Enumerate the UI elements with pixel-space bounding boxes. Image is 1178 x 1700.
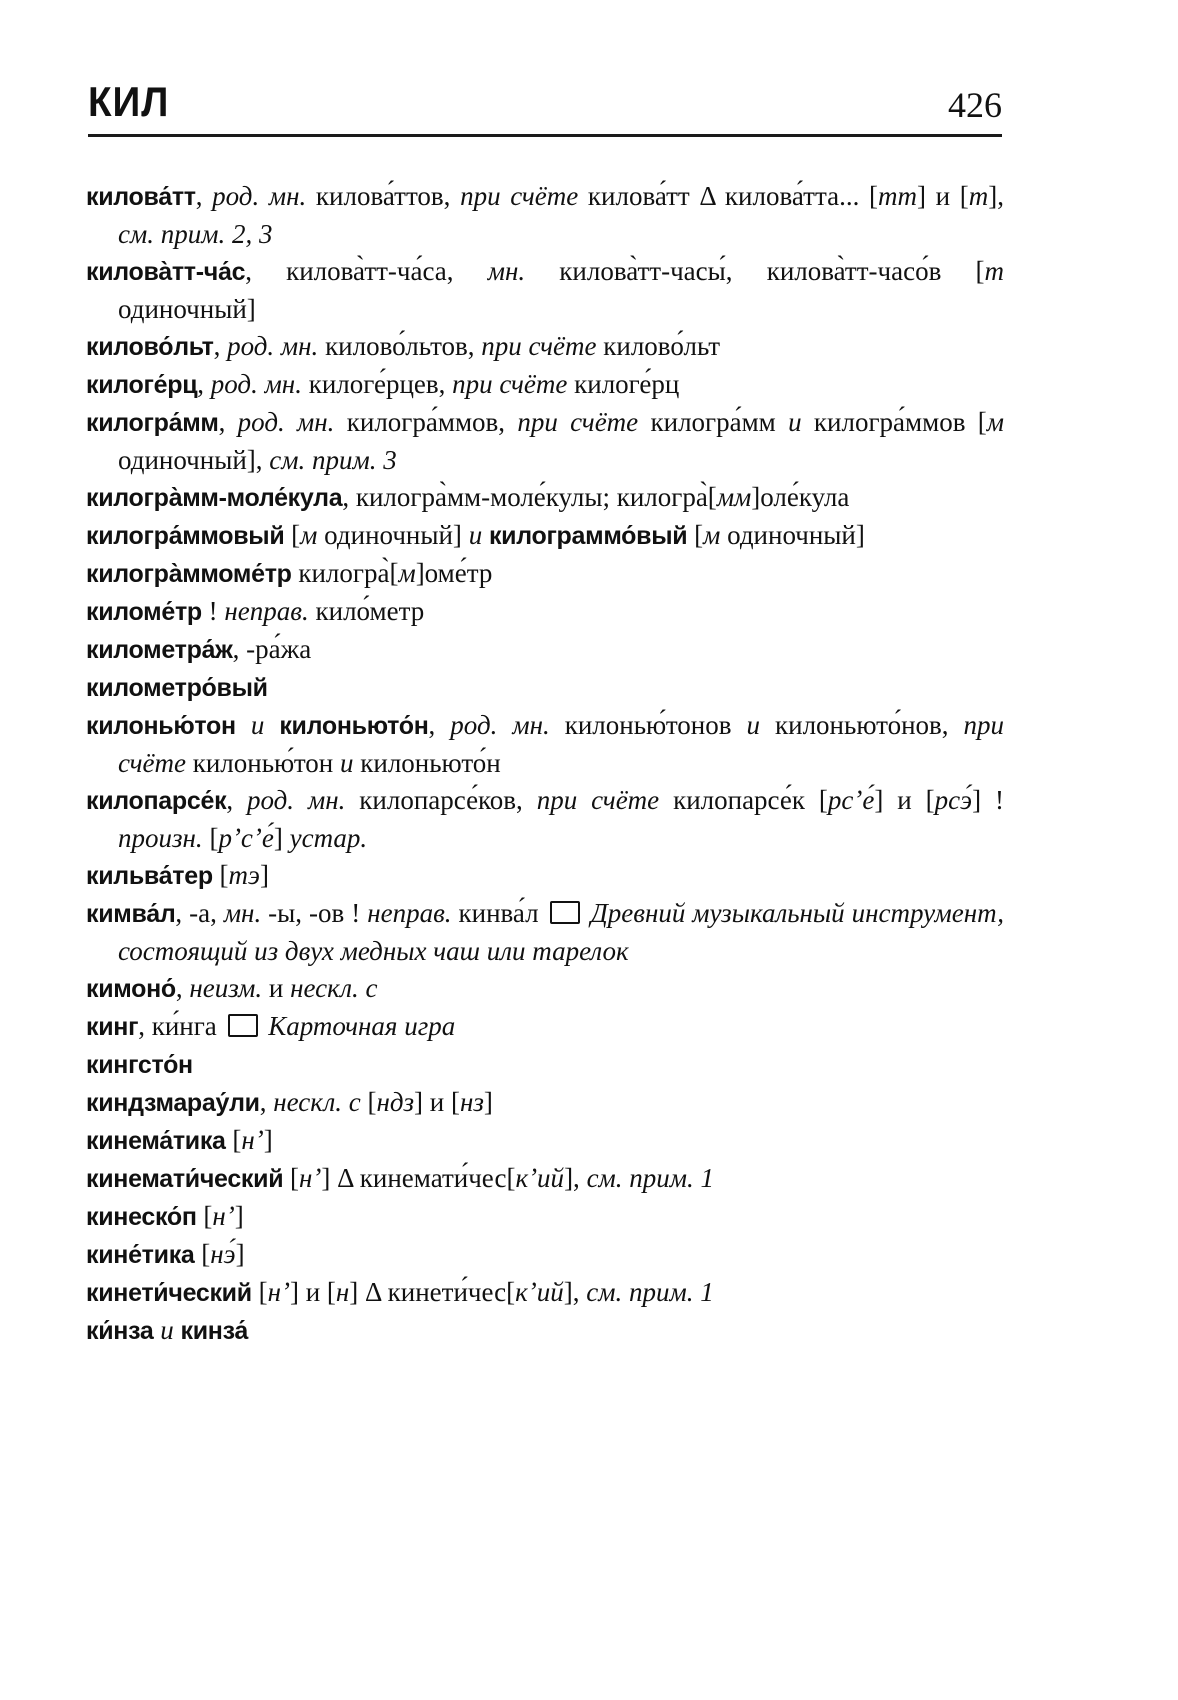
entry-text [264, 710, 279, 740]
entry-text: килопарсе́к [ [659, 785, 828, 815]
entry-text: ] [273, 823, 290, 853]
entry-text: , [259, 1087, 274, 1117]
italic-note: при счёте [452, 369, 568, 399]
page-header [88, 72, 1002, 137]
entry-text: ], [563, 1277, 587, 1307]
dictionary-entry [86, 1312, 1004, 1350]
entry-text: ] и [ [874, 785, 935, 815]
italic-note: мн. [487, 256, 526, 286]
dictionary-entry [86, 366, 1004, 404]
entry-text: ! [201, 596, 225, 626]
italic-note: произн. [118, 823, 203, 853]
italic-note: т [984, 256, 1004, 286]
italic-note: тэ [228, 860, 260, 890]
entry-text: ] Δ кинети́чес[ [349, 1277, 516, 1307]
entry-text: килогра́мм [638, 407, 789, 437]
entry-text: ] Δ кинемати́чес[ [321, 1163, 516, 1193]
italic-note: рʼсʼе́ [218, 823, 274, 853]
dictionary-entry [86, 253, 1004, 328]
dictionary-entry [86, 178, 1004, 253]
headword: килоге́рц [86, 371, 198, 399]
headword: килово́льт [86, 333, 214, 361]
headword: кинеско́п [86, 1203, 197, 1231]
entry-text: , [428, 710, 451, 740]
italic-note: при счёте [460, 181, 579, 211]
italic-note: м [398, 558, 416, 588]
italic-note: н [335, 1277, 350, 1307]
entry-text: , -а, [175, 898, 224, 928]
headword: килогра̀ммоме́тр [86, 560, 292, 588]
entry-text: одиночный] [118, 294, 256, 324]
italic-note: и [160, 1315, 174, 1345]
italic-note: рсэ́ [934, 785, 973, 815]
entry-text: ] и [ [916, 181, 969, 211]
italic-note: род. мн. [450, 710, 550, 740]
headword: кингсто́н [86, 1051, 193, 1079]
dictionary-entry [86, 782, 1004, 857]
entry-text: , [226, 785, 247, 815]
headword: кинемати́ческий [86, 1165, 284, 1193]
italic-note: и [250, 710, 265, 740]
entry-text: [ [225, 1125, 242, 1155]
italic-note: ндз [376, 1087, 415, 1117]
entry-text: , [195, 181, 213, 211]
entry-text: и [262, 973, 291, 1003]
empty-square-icon [228, 1014, 258, 1037]
entry-text: килово́льтов, [318, 331, 482, 361]
italic-note: мм [716, 482, 752, 512]
entry-text: килово́льт [596, 331, 721, 361]
dictionary-entry [86, 1008, 1004, 1046]
italic-note: род. мн. [212, 181, 307, 211]
italic-note: тт [877, 181, 917, 211]
entry-text: , килова̀тт-ча́са, [245, 256, 488, 286]
entry-text: килоньюто́нов, [760, 710, 964, 740]
entry-text: одиночный] [720, 520, 865, 550]
headword: километро́вый [86, 674, 268, 702]
entry-text [482, 520, 489, 550]
italic-note: см. прим. 3 [269, 445, 397, 475]
headword: кинза́ [180, 1317, 248, 1345]
dictionary-entry [86, 593, 1004, 631]
italic-note: кʼий [515, 1163, 565, 1193]
dictionary-entry [86, 555, 1004, 593]
headword: килова̀тт-ча́с [86, 258, 246, 286]
entry-text: одиночный] [317, 520, 469, 550]
entry-text: [ [360, 1087, 377, 1117]
entry-text: ]оме́тр [415, 558, 493, 588]
headword: килогра̀мм-моле́кула [86, 484, 343, 512]
entry-text: ] и [ [414, 1087, 460, 1117]
headword: килогра́ммовый [86, 522, 285, 550]
entry-text: ] [259, 860, 269, 890]
italic-note: нʼ [241, 1125, 264, 1155]
page-number: 426 [948, 85, 1002, 125]
italic-note: нʼ [267, 1277, 290, 1307]
italic-note: м [300, 520, 318, 550]
italic-note: мн. [223, 898, 262, 928]
headword: кильва́тер [86, 862, 213, 890]
dictionary-entry [86, 1084, 1004, 1122]
entry-text: кило́метр [308, 596, 425, 626]
dictionary-entry [86, 895, 1004, 970]
italic-note: неправ. [224, 596, 309, 626]
italic-note: нескл. с [273, 1087, 361, 1117]
headword: киломе́тр [86, 598, 202, 626]
italic-note: род. мн. [227, 331, 319, 361]
entry-text: , [175, 973, 190, 1003]
entry-text: килогра́ммов [ [801, 407, 987, 437]
italic-note: и [746, 710, 761, 740]
italic-note: Карточная игра [268, 1011, 456, 1041]
dictionary-entry [86, 1160, 1004, 1198]
italic-note: род. мн. [247, 785, 346, 815]
dictionary-entry [86, 857, 1004, 895]
headword: кинг [86, 1013, 139, 1041]
entry-text: килонью́тонов [549, 710, 747, 740]
headword: киндзмарау́ли [86, 1089, 260, 1117]
headword: килопарсе́к [86, 787, 227, 815]
italic-note: неправ. [367, 898, 452, 928]
entry-text: килогра̀[ [291, 558, 399, 588]
dictionary-entry [86, 1236, 1004, 1274]
entry-text: , килогра̀мм-моле́кулы; килогра̀[ [342, 482, 717, 512]
entry-text: килова́ттов, [306, 181, 461, 211]
dictionary-entry [86, 669, 1004, 707]
headword: кимоно́ [86, 975, 176, 1003]
empty-square-icon [550, 901, 580, 924]
italic-note: см. прим. 2, 3 [118, 219, 273, 249]
entry-text: [ [251, 1277, 268, 1307]
entry-text: , ки́нга [138, 1011, 224, 1041]
entry-text: одиночный], [118, 445, 270, 475]
entry-text: ], [988, 181, 1005, 211]
italic-note: и [788, 407, 802, 437]
entry-text: килоге́рцев, [301, 369, 453, 399]
italic-note: при счёте [118, 710, 1005, 778]
entry-text: ] и [ [289, 1277, 336, 1307]
headword: килогра́мм [86, 409, 219, 437]
entry-text: ] [483, 1087, 493, 1117]
italic-note: при счёте [517, 407, 639, 437]
entry-text: килопарсе́ков, [345, 785, 537, 815]
entry-text: , -ра́жа [232, 634, 312, 664]
dictionary-entry [86, 404, 1004, 479]
entry-text [236, 710, 251, 740]
entry-text: , [218, 407, 238, 437]
dictionary-entry [86, 707, 1004, 782]
italic-note: и [468, 520, 483, 550]
dictionary-entry [86, 1122, 1004, 1160]
headword: килонью́тон [86, 712, 236, 740]
entry-text: килова̀тт-часы́, килова̀тт-часо́в [ [525, 256, 985, 286]
entry-text: [ [196, 1201, 213, 1231]
italic-note: и [340, 748, 354, 778]
entry-text: ] [263, 1125, 273, 1155]
italic-note: Древний музыкальный инструмент, состоящий из двух медных чаш или тарелок [118, 898, 1005, 966]
entry-text: [ [284, 520, 301, 550]
italic-note: нʼ [299, 1163, 322, 1193]
italic-note: нескл. с [290, 973, 378, 1003]
headword: километра́ж [86, 636, 233, 664]
entry-text: килогра́ммов, [334, 407, 518, 437]
entry-text: ], [564, 1163, 587, 1193]
headword: кинема́тика [86, 1127, 226, 1155]
entry-text: -ы, -ов ! [261, 898, 368, 928]
entry-text: ] [234, 1201, 244, 1231]
dictionary-entry [86, 1198, 1004, 1236]
entry-text: ]оле́кула [751, 482, 850, 512]
entry-text: [ [194, 1239, 211, 1269]
headword: ки́нза [86, 1317, 154, 1345]
italic-note: см. прим. 1 [586, 1277, 714, 1307]
headword: кимва́л [86, 900, 176, 928]
italic-note: род. мн. [237, 407, 335, 437]
italic-note: неизм. [189, 973, 263, 1003]
dictionary-entry [86, 517, 1004, 555]
italic-note: при счёте [536, 785, 660, 815]
dictionary-entries [86, 178, 1004, 1350]
entry-text: , [197, 369, 211, 399]
italic-note: нэ́ [210, 1239, 236, 1269]
headword: кине́тика [86, 1241, 195, 1269]
dictionary-entry [86, 328, 1004, 366]
entry-text: [ [212, 860, 229, 890]
headword: килоньюто́н [279, 712, 429, 740]
dictionary-entry [86, 970, 1004, 1008]
italic-note: нз [459, 1087, 484, 1117]
italic-note: м [703, 520, 721, 550]
italic-note: см. прим. 1 [586, 1163, 715, 1193]
dictionary-entry [86, 1274, 1004, 1312]
entry-text: [ [687, 520, 704, 550]
entry-text: , [213, 331, 228, 361]
italic-note: при счёте [481, 331, 597, 361]
entry-text: килонью́тон [185, 748, 340, 778]
italic-note: устар. [289, 823, 368, 853]
headword: кинети́ческий [86, 1279, 252, 1307]
italic-note: м [986, 407, 1004, 437]
entry-text: килова́тт Δ килова́тта... [ [578, 181, 878, 211]
entry-text: ] [235, 1239, 245, 1269]
italic-note: рсʼе́ [827, 785, 875, 815]
headword: килова́тт [86, 183, 196, 211]
dictionary-entry [86, 631, 1004, 669]
entry-text [584, 898, 591, 928]
dictionary-entry [86, 479, 1004, 517]
italic-note: нʼ [212, 1201, 235, 1231]
italic-note: род. мн. [210, 369, 302, 399]
entry-text: [ [202, 823, 219, 853]
running-head: КИЛ [88, 78, 170, 125]
entry-text: килоньюто́н [353, 748, 501, 778]
italic-note: кʼий [515, 1277, 564, 1307]
entry-text: кинва́л [451, 898, 546, 928]
entry-text: ] ! [972, 785, 1004, 815]
entry-text: [ [283, 1163, 300, 1193]
italic-note: т [968, 181, 989, 211]
entry-text: килоге́рц [567, 369, 680, 399]
dictionary-entry [86, 1046, 1004, 1084]
headword: килограммо́вый [488, 522, 688, 550]
